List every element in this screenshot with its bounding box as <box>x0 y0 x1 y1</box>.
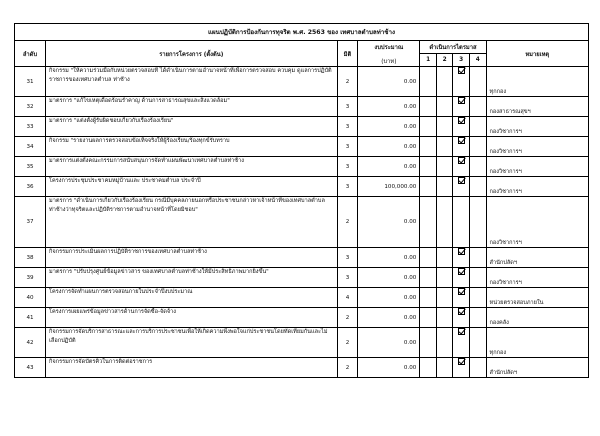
row-q4-cell <box>469 177 486 197</box>
row-q4-cell <box>469 288 486 308</box>
table-row <box>15 67 589 97</box>
table-row <box>15 197 589 248</box>
row-note: สำนักปลัดฯ <box>486 358 588 378</box>
row-number: 36 <box>15 177 46 197</box>
row-count: 2 <box>337 67 358 97</box>
row-q1-cell <box>420 157 437 177</box>
row-q1-cell <box>420 117 437 137</box>
row-note: กองวิชาการฯ <box>486 197 588 248</box>
row-q4-cell <box>469 97 486 117</box>
row-q2-cell <box>436 197 453 248</box>
row-q3-cell <box>453 358 470 378</box>
row-q2-cell <box>436 177 453 197</box>
row-note: กองวิชาการฯ <box>486 117 588 137</box>
row-budget: 0.00 <box>358 197 420 248</box>
row-note: กองวิชาการฯ <box>486 177 588 197</box>
row-budget: 0.00 <box>358 67 420 97</box>
row-q4-cell <box>469 67 486 97</box>
plan-table-body <box>15 67 589 378</box>
row-budget: 0.00 <box>358 248 420 268</box>
row-q1-cell <box>420 97 437 117</box>
row-count: 3 <box>337 177 358 197</box>
header-no: ลำดับ <box>15 41 46 67</box>
row-q4-cell <box>469 157 486 177</box>
header-q1: 1 <box>420 54 437 67</box>
row-q3-cell <box>453 308 470 328</box>
row-note: กองวิชาการฯ <box>486 268 588 288</box>
table-row <box>15 137 589 157</box>
checkmark-icon <box>458 97 465 104</box>
checkmark-icon <box>458 248 465 255</box>
row-budget: 0.00 <box>358 97 420 117</box>
row-number: 37 <box>15 197 46 248</box>
checkmark-icon <box>458 137 465 144</box>
row-note: สำนักปลัดฯ <box>486 248 588 268</box>
row-count: 2 <box>337 358 358 378</box>
row-q3-cell <box>453 137 470 157</box>
row-note: กองสาธารณสุขฯ <box>486 97 588 117</box>
row-note: ทุกกอง <box>486 328 588 358</box>
row-q4-cell <box>469 328 486 358</box>
row-number: 33 <box>15 117 46 137</box>
row-budget: 0.00 <box>358 358 420 378</box>
row-q4-cell <box>469 248 486 268</box>
table-row <box>15 117 589 137</box>
row-q3-cell <box>453 177 470 197</box>
header-q4: 4 <box>469 54 486 67</box>
header-budget-label: งบประมาณ <box>374 44 404 51</box>
row-note: กองวิชาการฯ <box>486 137 588 157</box>
table-row <box>15 248 589 268</box>
row-q4-cell <box>469 137 486 157</box>
row-number: 42 <box>15 328 46 358</box>
row-note: ทุกกอง <box>486 67 588 97</box>
table-row <box>15 358 589 378</box>
row-count: 2 <box>337 197 358 248</box>
plan-table <box>14 40 589 378</box>
table-row <box>15 288 589 308</box>
header-note: หมายเหตุ <box>486 41 588 67</box>
row-count: 3 <box>337 97 358 117</box>
table-row <box>15 97 589 117</box>
header-budget-unit: (บาท) <box>381 58 397 65</box>
row-q3-cell <box>453 157 470 177</box>
row-q2-cell <box>436 328 453 358</box>
row-q1-cell <box>420 248 437 268</box>
row-q1-cell <box>420 268 437 288</box>
row-q2-cell <box>436 137 453 157</box>
row-count: 3 <box>337 117 358 137</box>
header-quarter: ดำเนินการไตรมาส <box>420 41 486 54</box>
row-project-name: โครงการประชุมประชาคมหมู่บ้านและ ประชาคมตำบล ประจำปี <box>46 177 338 197</box>
checkmark-icon <box>458 67 465 74</box>
row-q1-cell <box>420 137 437 157</box>
row-q4-cell <box>469 268 486 288</box>
row-note: กองวิชาการฯ <box>486 157 588 177</box>
row-q3-cell <box>453 288 470 308</box>
row-project-name: มาตรการ "แก้ไขเหตุเดือดร้อนรำคาญ ด้านการสาธารณสุขและสิ่งแวดล้อม" <box>46 97 338 117</box>
row-number: 38 <box>15 248 46 268</box>
row-number: 34 <box>15 137 46 157</box>
row-q2-cell <box>436 97 453 117</box>
row-q1-cell <box>420 358 437 378</box>
table-row <box>15 268 589 288</box>
row-q2-cell <box>436 67 453 97</box>
row-number: 32 <box>15 97 46 117</box>
row-q4-cell <box>469 308 486 328</box>
row-count: 3 <box>337 137 358 157</box>
row-project-name: มาตรการแต่งตั้งคณะกรรมการสนับสนุนการจัดทำแผนพัฒนาเทศบาลตำบลท่าช้าง <box>46 157 338 177</box>
header-q2: 2 <box>436 54 453 67</box>
row-q1-cell <box>420 328 437 358</box>
row-q3-cell <box>453 197 470 248</box>
row-number: 39 <box>15 268 46 288</box>
row-budget: 0.00 <box>358 268 420 288</box>
row-project-name: มาตรการ "ปรับปรุงศูนย์ข้อมูลข่าวสาร ของเทศบาลตำบลท่าช้างให้มีประสิทธิภาพมากยิ่งขึ้น" <box>46 268 338 288</box>
row-q3-cell <box>453 67 470 97</box>
row-budget: 100,000.00 <box>358 177 420 197</box>
checkmark-icon <box>458 288 465 295</box>
row-q1-cell <box>420 288 437 308</box>
row-project-name: มาตรการ "ดำเนินการเกี่ยวกับเรื่องร้องเรียน กรณีมีบุคคลภายนอกหรือประชาชนกล่าวหาเจ้าหน้าที่ของเทศบาลตำบลท่าช้างว่าทุจริตและปฏิบัติราชการตามอำนาจหน้าที่โดยมิชอบ" <box>46 197 338 248</box>
row-budget: 0.00 <box>358 308 420 328</box>
row-q4-cell <box>469 358 486 378</box>
row-q3-cell <box>453 117 470 137</box>
row-q1-cell <box>420 308 437 328</box>
row-q2-cell <box>436 268 453 288</box>
row-budget: 0.00 <box>358 288 420 308</box>
row-count: 4 <box>337 288 358 308</box>
row-project-name: กิจกรรม "ให้ความร่วมมือกับหน่วยตรวจสอบที่ ได้ดำเนินการตามอำนาจหน้าที่เพื่อการตรวจสอบ ควบคุม ดูแลการปฏิบัติราชการของเทศบาลตำบล ท่าช้าง <box>46 67 338 97</box>
row-count: 3 <box>337 248 358 268</box>
row-project-name: กิจกรรมการจัดบริการสาธารณะและการบริการประชาชนเพื่อให้เกิดความพึงพอใจแก่ประชาชนโดยทัดเทียมกันและไม่เลือกปฏิบัติ <box>46 328 338 358</box>
checkmark-icon <box>458 157 465 164</box>
row-q2-cell <box>436 248 453 268</box>
header-project: รายการโครงการ (ตั้งต้น) <box>46 41 338 67</box>
table-row <box>15 328 589 358</box>
row-project-name: กิจกรรมการจัดบัตรคิวในการติดต่อราชการ <box>46 358 338 378</box>
row-count: 2 <box>337 308 358 328</box>
row-project-name: โครงการเผยแพร่ข้อมูลข่าวสารด้านการจัดซื้อ-จัดจ้าง <box>46 308 338 328</box>
row-q2-cell <box>436 117 453 137</box>
document-title: แผนปฏิบัติการป้องกันการทุจริต พ.ศ. 2563 ของ เทศบาลตำบลท่าช้าง <box>14 23 589 41</box>
row-q2-cell <box>436 358 453 378</box>
row-count: 3 <box>337 268 358 288</box>
row-q4-cell <box>469 197 486 248</box>
row-q2-cell <box>436 288 453 308</box>
row-project-name: มาตรการ "แต่งตั้งผู้รับผิดชอบเกี่ยวกับเรื่องร้องเรียน" <box>46 117 338 137</box>
row-note: กองคลัง <box>486 308 588 328</box>
row-q2-cell <box>436 157 453 177</box>
row-q4-cell <box>469 117 486 137</box>
row-number: 35 <box>15 157 46 177</box>
header-count: มิติ <box>337 41 358 67</box>
row-project-name: โครงการจัดทำแผนการตรวจสอบภายในประจำปีงบประมาณ <box>46 288 338 308</box>
row-number: 43 <box>15 358 46 378</box>
checkmark-icon <box>458 268 465 275</box>
table-row <box>15 308 589 328</box>
row-number: 40 <box>15 288 46 308</box>
row-q3-cell <box>453 97 470 117</box>
row-budget: 0.00 <box>358 328 420 358</box>
row-q1-cell <box>420 197 437 248</box>
row-count: 2 <box>337 328 358 358</box>
row-q2-cell <box>436 308 453 328</box>
row-project-name: กิจกรรม "รายงานผลการตรวจสอบข้อเท็จจริงให้ผู้ร้องเรียน/ร้องทุกข์รับทราบ <box>46 137 338 157</box>
row-budget: 0.00 <box>358 157 420 177</box>
row-count: 3 <box>337 157 358 177</box>
row-budget: 0.00 <box>358 117 420 137</box>
row-q3-cell <box>453 328 470 358</box>
checkmark-icon <box>458 308 465 315</box>
checkmark-icon <box>458 358 465 365</box>
row-note: หน่วยตรวจสอบภายใน <box>486 288 588 308</box>
row-q3-cell <box>453 268 470 288</box>
header-budget <box>358 41 420 67</box>
table-row <box>15 157 589 177</box>
row-q1-cell <box>420 177 437 197</box>
table-row <box>15 177 589 197</box>
header-q3: 3 <box>453 54 470 67</box>
checkmark-icon <box>458 328 465 335</box>
row-project-name: กิจกรรมการประเมินผลการปฏิบัติราชการของเทศบาลตำบลท่าช้าง <box>46 248 338 268</box>
row-number: 41 <box>15 308 46 328</box>
row-q3-cell <box>453 248 470 268</box>
row-q1-cell <box>420 67 437 97</box>
row-number: 31 <box>15 67 46 97</box>
checkmark-icon <box>458 177 465 184</box>
row-budget: 0.00 <box>358 137 420 157</box>
checkmark-icon <box>458 117 465 124</box>
